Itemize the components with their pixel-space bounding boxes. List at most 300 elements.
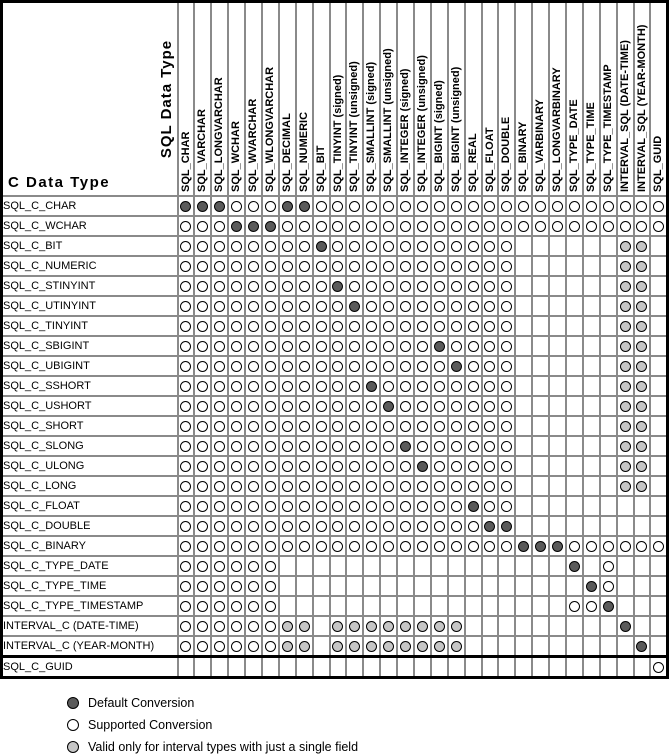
supported-conversion-dot <box>417 301 428 312</box>
matrix-cell <box>650 657 667 678</box>
matrix-cell <box>650 336 667 356</box>
matrix-cell <box>363 396 380 416</box>
matrix-cell <box>211 416 228 436</box>
supported-conversion-dot <box>586 541 597 552</box>
matrix-cell <box>346 196 363 216</box>
legend-label: Supported Conversion <box>88 718 213 732</box>
interval-only-dot <box>400 641 411 652</box>
matrix-cell <box>178 596 195 616</box>
column-header-label: SQL_DOUBLE <box>500 116 513 192</box>
table-row <box>2 316 668 336</box>
column-header-label: SQL_WCHAR <box>230 121 243 192</box>
matrix-cell <box>482 576 499 596</box>
matrix-cell <box>549 336 566 356</box>
supported-conversion-dot <box>180 641 191 652</box>
supported-conversion-dot <box>501 201 512 212</box>
supported-conversion-dot <box>603 201 614 212</box>
matrix-cell <box>414 316 431 336</box>
supported-conversion-dot <box>316 261 327 272</box>
matrix-cell <box>566 576 583 596</box>
supported-conversion-dot <box>383 201 394 212</box>
matrix-cell <box>380 636 397 657</box>
interval-only-dot <box>299 621 310 632</box>
supported-conversion-dot <box>231 641 242 652</box>
supported-conversion-dot <box>383 541 394 552</box>
matrix-cell <box>617 376 634 396</box>
interval-only-dot <box>282 621 293 632</box>
matrix-cell <box>380 216 397 236</box>
supported-conversion-dot <box>383 421 394 432</box>
supported-conversion-dot <box>197 361 208 372</box>
supported-conversion-dot <box>636 221 647 232</box>
supported-conversion-dot <box>248 381 259 392</box>
supported-conversion-dot <box>468 381 479 392</box>
matrix-cell <box>515 256 532 276</box>
supported-conversion-dot <box>417 541 428 552</box>
supported-conversion-dot <box>349 281 360 292</box>
row-header: SQL_C_SLONG <box>2 436 178 456</box>
supported-conversion-dot <box>569 541 580 552</box>
matrix-cell <box>634 657 651 678</box>
matrix-cell <box>245 416 262 436</box>
matrix-cell <box>634 636 651 657</box>
matrix-cell <box>346 276 363 296</box>
matrix-cell <box>431 396 448 416</box>
supported-conversion-dot <box>282 541 293 552</box>
supported-conversion-dot <box>484 441 495 452</box>
supported-conversion-dot <box>451 481 462 492</box>
matrix-cell <box>211 436 228 456</box>
supported-conversion-dot <box>468 361 479 372</box>
supported-conversion-dot <box>400 241 411 252</box>
supported-conversion-dot <box>434 201 445 212</box>
matrix-cell <box>650 216 667 236</box>
matrix-cell <box>296 556 313 576</box>
matrix-cell <box>346 576 363 596</box>
column-header <box>414 2 431 197</box>
matrix-cell <box>262 456 279 476</box>
matrix-cell <box>279 236 296 256</box>
matrix-cell <box>279 476 296 496</box>
supported-conversion-dot <box>603 581 614 592</box>
matrix-cell <box>397 516 414 536</box>
matrix-cell <box>211 376 228 396</box>
supported-conversion-dot <box>197 561 208 572</box>
matrix-cell <box>465 336 482 356</box>
matrix-cell <box>296 657 313 678</box>
matrix-cell <box>634 356 651 376</box>
matrix-cell <box>617 296 634 316</box>
matrix-cell <box>448 496 465 516</box>
supported-conversion-dot <box>299 541 310 552</box>
default-conversion-dot <box>417 461 428 472</box>
matrix-cell <box>532 596 549 616</box>
interval-only-dot <box>620 321 631 332</box>
table-row <box>2 616 668 636</box>
supported-conversion-dot <box>282 501 293 512</box>
supported-conversion-dot <box>332 321 343 332</box>
matrix-cell <box>228 316 245 336</box>
supported-conversion-dot <box>417 421 428 432</box>
matrix-cell <box>279 296 296 316</box>
supported-conversion-dot <box>180 621 191 632</box>
matrix-cell <box>414 536 431 556</box>
matrix-cell <box>515 276 532 296</box>
matrix-cell <box>330 576 347 596</box>
supported-conversion-dot <box>366 241 377 252</box>
supported-conversion-dot <box>484 241 495 252</box>
interval-only-dot <box>366 621 377 632</box>
matrix-cell <box>549 636 566 657</box>
column-header-label: SQL_INTEGER (unsigned) <box>415 55 428 192</box>
supported-conversion-dot <box>197 481 208 492</box>
matrix-cell <box>178 456 195 476</box>
supported-conversion-dot <box>214 361 225 372</box>
matrix-cell <box>498 416 515 436</box>
supported-conversion-dot <box>316 301 327 312</box>
supported-conversion-dot <box>248 321 259 332</box>
supported-conversion-dot <box>180 481 191 492</box>
matrix-cell <box>313 256 330 276</box>
matrix-cell <box>262 236 279 256</box>
matrix-cell <box>194 556 211 576</box>
matrix-cell <box>583 596 600 616</box>
interval-only-dot <box>620 401 631 412</box>
matrix-cell <box>380 596 397 616</box>
matrix-cell <box>313 296 330 316</box>
supported-conversion-dot <box>231 301 242 312</box>
default-conversion-dot <box>231 221 242 232</box>
default-conversion-dot <box>636 641 647 652</box>
matrix-cell <box>498 356 515 376</box>
matrix-cell <box>414 436 431 456</box>
matrix-cell <box>380 296 397 316</box>
matrix-cell <box>617 596 634 616</box>
matrix-cell <box>498 456 515 476</box>
supported-conversion-dot <box>197 381 208 392</box>
supported-conversion-dot <box>214 601 225 612</box>
matrix-cell <box>397 436 414 456</box>
default-conversion-dot <box>501 521 512 532</box>
matrix-cell <box>498 316 515 336</box>
supported-conversion-dot <box>366 481 377 492</box>
matrix-cell <box>583 196 600 216</box>
default-conversion-dot <box>332 281 343 292</box>
matrix-cell <box>650 476 667 496</box>
matrix-cell <box>363 216 380 236</box>
matrix-cell <box>262 336 279 356</box>
supported-conversion-dot <box>214 541 225 552</box>
matrix-cell <box>617 236 634 256</box>
interval-only-dot <box>332 641 343 652</box>
matrix-cell <box>346 536 363 556</box>
column-header <box>634 2 651 197</box>
matrix-cell <box>634 396 651 416</box>
supported-conversion-dot <box>501 461 512 472</box>
matrix-cell <box>465 536 482 556</box>
supported-conversion-dot <box>434 421 445 432</box>
matrix-cell <box>549 276 566 296</box>
supported-conversion-dot <box>231 341 242 352</box>
matrix-cell <box>583 236 600 256</box>
column-header <box>380 2 397 197</box>
matrix-cell <box>245 636 262 657</box>
supported-conversion-dot <box>265 441 276 452</box>
supported-conversion-dot <box>282 261 293 272</box>
interval-only-dot <box>636 261 647 272</box>
matrix-cell <box>498 657 515 678</box>
matrix-cell <box>279 556 296 576</box>
matrix-cell <box>397 456 414 476</box>
row-header: SQL_C_CHAR <box>2 196 178 216</box>
supported-conversion-dot <box>349 401 360 412</box>
matrix-cell <box>549 516 566 536</box>
column-header <box>194 2 211 197</box>
supported-conversion-dot <box>197 421 208 432</box>
matrix-cell <box>262 516 279 536</box>
supported-conversion-dot <box>332 421 343 432</box>
matrix-cell <box>515 216 532 236</box>
matrix-cell <box>296 216 313 236</box>
matrix-cell <box>650 376 667 396</box>
matrix-cell <box>634 556 651 576</box>
matrix-cell <box>228 416 245 436</box>
matrix-cell <box>346 396 363 416</box>
supported-conversion-dot <box>299 461 310 472</box>
supported-conversion-dot <box>366 421 377 432</box>
matrix-cell <box>211 456 228 476</box>
matrix-cell <box>634 316 651 336</box>
column-header <box>313 2 330 197</box>
supported-conversion-dot <box>620 221 631 232</box>
matrix-cell <box>178 657 195 678</box>
matrix-cell <box>262 556 279 576</box>
supported-conversion-dot <box>400 301 411 312</box>
supported-conversion-dot <box>180 601 191 612</box>
column-header-label: SQL_TYPE_TIME <box>584 102 597 192</box>
matrix-cell <box>600 396 617 416</box>
matrix-cell <box>482 236 499 256</box>
default-conversion-dot <box>366 381 377 392</box>
matrix-cell <box>583 496 600 516</box>
matrix-cell <box>600 436 617 456</box>
supported-conversion-dot <box>248 641 259 652</box>
matrix-cell <box>346 336 363 356</box>
matrix-cell <box>178 516 195 536</box>
matrix-cell <box>363 596 380 616</box>
supported-conversion-dot <box>214 381 225 392</box>
matrix-cell <box>498 216 515 236</box>
supported-conversion-dot <box>265 501 276 512</box>
matrix-cell <box>262 616 279 636</box>
interval-only-dot <box>636 341 647 352</box>
supported-conversion-dot <box>265 621 276 632</box>
matrix-cell <box>498 596 515 616</box>
supported-conversion-dot <box>417 241 428 252</box>
column-header <box>296 2 313 197</box>
column-header <box>532 2 549 197</box>
matrix-cell <box>448 396 465 416</box>
matrix-cell <box>346 296 363 316</box>
supported-conversion-dot <box>248 301 259 312</box>
matrix-cell <box>600 336 617 356</box>
matrix-cell <box>448 276 465 296</box>
matrix-cell <box>194 636 211 657</box>
matrix-cell <box>279 396 296 416</box>
table-row <box>2 576 668 596</box>
matrix-cell <box>363 416 380 436</box>
supported-conversion-dot <box>282 281 293 292</box>
matrix-cell <box>313 316 330 336</box>
matrix-cell <box>650 616 667 636</box>
supported-conversion-dot <box>349 501 360 512</box>
supported-conversion-dot <box>569 201 580 212</box>
supported-conversion-dot <box>299 381 310 392</box>
legend-item <box>67 736 672 756</box>
matrix-cell <box>262 476 279 496</box>
matrix-cell <box>532 216 549 236</box>
supported-conversion-dot <box>214 321 225 332</box>
supported-conversion-dot <box>417 321 428 332</box>
matrix-cell <box>549 657 566 678</box>
matrix-cell <box>566 316 583 336</box>
supported-conversion-dot <box>400 321 411 332</box>
column-header-label: INTERVAL_SQL (YEAR-MONTH) <box>635 24 648 192</box>
matrix-cell <box>515 476 532 496</box>
matrix-cell <box>279 636 296 657</box>
matrix-cell <box>498 496 515 516</box>
matrix-cell <box>363 516 380 536</box>
matrix-cell <box>245 576 262 596</box>
matrix-cell <box>600 296 617 316</box>
supported-conversion-dot <box>265 241 276 252</box>
matrix-cell <box>262 296 279 316</box>
matrix-cell <box>313 616 330 636</box>
matrix-cell <box>279 596 296 616</box>
matrix-cell <box>296 636 313 657</box>
matrix-cell <box>363 556 380 576</box>
matrix-cell <box>532 436 549 456</box>
supported-conversion-dot <box>197 301 208 312</box>
supported-conversion-dot <box>349 321 360 332</box>
matrix-cell <box>532 496 549 516</box>
matrix-cell <box>262 276 279 296</box>
supported-conversion-dot <box>434 301 445 312</box>
matrix-cell <box>363 316 380 336</box>
matrix-cell <box>245 356 262 376</box>
matrix-cell <box>262 396 279 416</box>
interval-only-dot <box>332 621 343 632</box>
column-header-label: SQL_WVARCHAR <box>247 98 260 192</box>
matrix-cell <box>296 356 313 376</box>
matrix-cell <box>634 596 651 616</box>
matrix-cell <box>482 376 499 396</box>
interval-only-dot <box>620 261 631 272</box>
matrix-cell <box>448 536 465 556</box>
supported-conversion-dot <box>180 241 191 252</box>
matrix-cell <box>532 416 549 436</box>
supported-conversion-dot <box>468 401 479 412</box>
matrix-cell <box>346 556 363 576</box>
supported-conversion-dot <box>180 301 191 312</box>
supported-conversion-dot <box>282 441 293 452</box>
matrix-cell <box>532 536 549 556</box>
matrix-cell <box>549 456 566 476</box>
supported-conversion-dot <box>214 581 225 592</box>
supported-conversion-dot <box>265 461 276 472</box>
supported-conversion-dot <box>265 601 276 612</box>
supported-conversion-dot <box>214 401 225 412</box>
column-header <box>397 2 414 197</box>
supported-conversion-dot <box>501 281 512 292</box>
matrix-cell <box>465 236 482 256</box>
matrix-cell <box>583 616 600 636</box>
matrix-cell <box>211 657 228 678</box>
matrix-cell <box>279 216 296 236</box>
supported-conversion-dot <box>282 381 293 392</box>
column-header <box>279 2 296 197</box>
matrix-cell <box>549 556 566 576</box>
supported-conversion-dot <box>248 241 259 252</box>
matrix-cell <box>465 276 482 296</box>
matrix-cell <box>262 376 279 396</box>
interval-only-dot <box>636 401 647 412</box>
legend-item <box>67 714 672 736</box>
matrix-cell <box>330 276 347 296</box>
matrix-cell <box>346 436 363 456</box>
supported-conversion-dot <box>214 641 225 652</box>
matrix-cell <box>431 376 448 396</box>
matrix-cell <box>650 296 667 316</box>
matrix-cell <box>549 296 566 316</box>
supported-conversion-dot <box>332 401 343 412</box>
default-conversion-dot <box>214 201 225 212</box>
matrix-cell <box>465 596 482 616</box>
supported-conversion-dot <box>299 361 310 372</box>
table-row <box>2 596 668 616</box>
matrix-cell <box>330 636 347 657</box>
supported-conversion-dot <box>653 541 664 552</box>
matrix-cell <box>515 396 532 416</box>
supported-conversion-dot <box>366 261 377 272</box>
matrix-cell <box>549 376 566 396</box>
matrix-cell <box>178 276 195 296</box>
supported-conversion-dot <box>180 381 191 392</box>
matrix-cell <box>515 636 532 657</box>
matrix-cell <box>650 196 667 216</box>
matrix-cell <box>380 316 397 336</box>
supported-conversion-dot <box>501 321 512 332</box>
matrix-cell <box>363 496 380 516</box>
matrix-cell <box>448 616 465 636</box>
supported-conversion-dot <box>332 501 343 512</box>
matrix-cell <box>346 316 363 336</box>
supported-conversion-dot <box>468 281 479 292</box>
matrix-cell <box>363 196 380 216</box>
matrix-cell <box>296 616 313 636</box>
supported-conversion-dot <box>349 461 360 472</box>
supported-conversion-dot <box>231 521 242 532</box>
supported-conversion-dot <box>180 341 191 352</box>
supported-conversion-dot <box>400 501 411 512</box>
default-conversion-dot <box>569 561 580 572</box>
matrix-cell <box>313 336 330 356</box>
column-header-label: SQL_LONGVARBINARY <box>551 67 564 192</box>
matrix-cell <box>532 516 549 536</box>
table-row <box>2 276 668 296</box>
matrix-cell <box>178 336 195 356</box>
matrix-cell <box>448 556 465 576</box>
